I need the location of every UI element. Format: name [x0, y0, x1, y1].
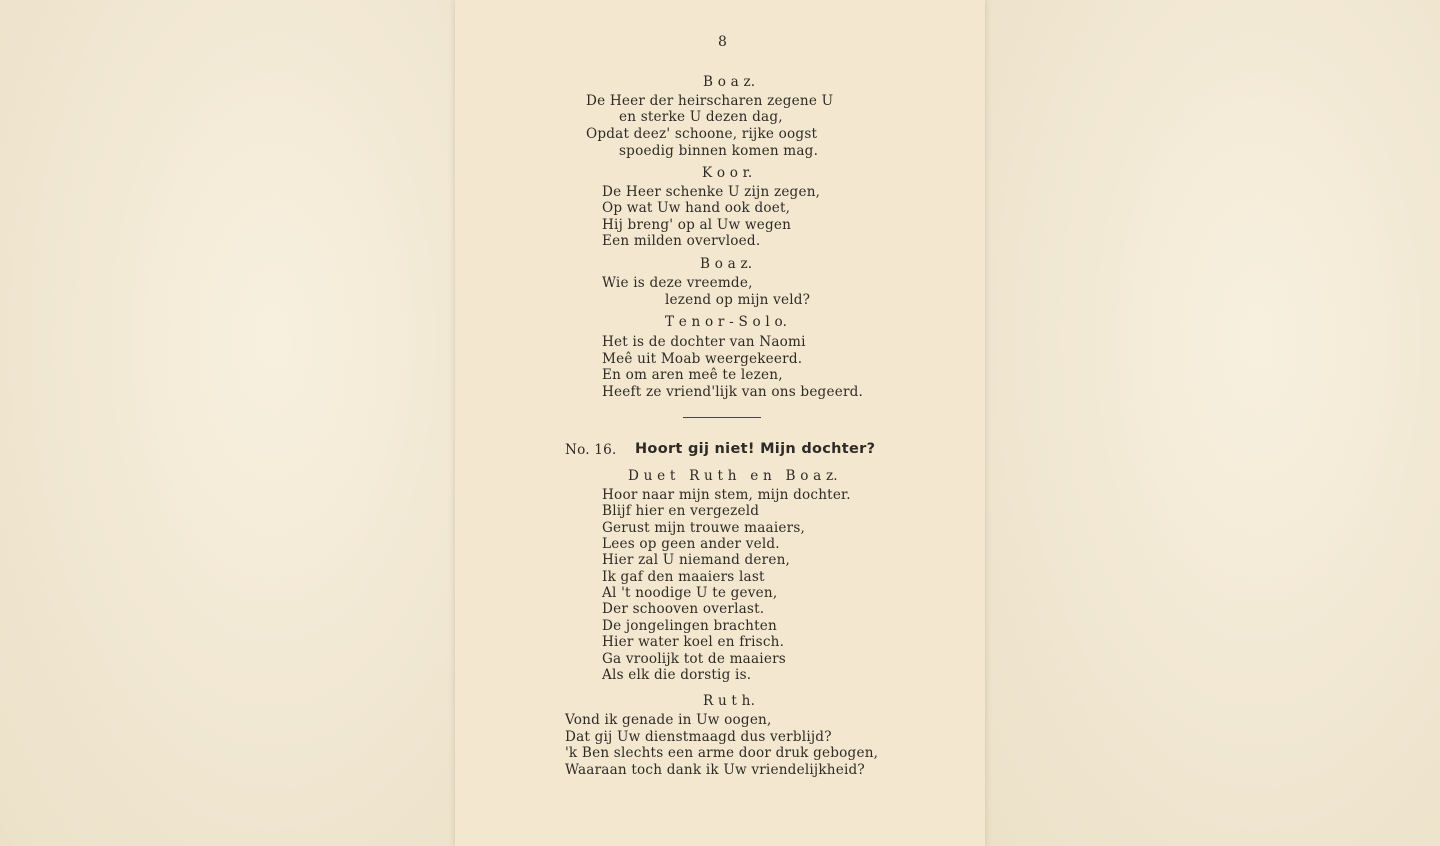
verse-line: Lees op geen ander veld.: [602, 536, 780, 552]
song-number: No. 16.: [565, 442, 617, 458]
verse-line: Wie is deze vreemde,: [602, 275, 753, 291]
verse-line: Een milden overvloed.: [602, 233, 761, 249]
page-number: 8: [718, 34, 728, 50]
speaker-heading-koor: K o o r.: [702, 165, 753, 181]
verse-line: Der schooven overlast.: [602, 601, 765, 617]
verse-line: Hoor naar mijn stem, mijn dochter.: [602, 487, 851, 503]
document-page: [455, 0, 985, 846]
verse-line: Vond ik genade in Uw oogen,: [565, 712, 772, 728]
verse-line: En om aren meê te lezen,: [602, 367, 783, 383]
verse-line: Gerust mijn trouwe maaiers,: [602, 520, 806, 536]
speaker-heading-tenor-solo: T e n o r - S o l o.: [665, 314, 788, 330]
verse-line: Hij breng' op al Uw wegen: [602, 217, 792, 233]
verse-line: Opdat deez' schoone, rijke oogst: [586, 126, 818, 142]
duet-subheading: D u e t R u t h e n B o a z.: [628, 468, 838, 484]
verse-line: Als elk die dorstig is.: [602, 667, 752, 683]
verse-line: Meê uit Moab weergekeerd.: [602, 351, 803, 367]
verse-line: Het is de dochter van Naomi: [602, 334, 806, 350]
verse-line: Blijf hier en vergezeld: [602, 503, 760, 519]
song-title: Hoort gij niet! Mijn dochter?: [635, 441, 876, 457]
verse-line: 'k Ben slechts een arme door druk gebogen,: [565, 745, 879, 761]
speaker-heading-boaz: B o a z.: [700, 256, 753, 272]
section-divider: [683, 417, 761, 418]
verse-line: Dat gij Uw dienstmaagd dus verblijd?: [565, 729, 832, 745]
verse-line: Al 't noodige U te geven,: [602, 585, 778, 601]
verse-line: Hier zal U niemand deren,: [602, 552, 791, 568]
speaker-heading-boaz: B o a z.: [703, 74, 756, 90]
blurred-background-left: [0, 0, 455, 846]
verse-line: Ga vroolijk tot de maaiers: [602, 651, 786, 667]
speaker-heading-ruth: R u t h.: [703, 693, 756, 709]
verse-line: De Heer schenke U zijn zegen,: [602, 184, 821, 200]
verse-line: Hier water koel en frisch.: [602, 634, 785, 650]
verse-line: lezend op mijn veld?: [665, 292, 811, 308]
verse-line: spoedig binnen komen mag.: [619, 143, 819, 159]
verse-line: Heeft ze vriend'lijk van ons begeerd.: [602, 384, 864, 400]
verse-line: De jongelingen brachten: [602, 618, 777, 634]
verse-line: Op wat Uw hand ook doet,: [602, 200, 791, 216]
blurred-background-right: [985, 0, 1440, 846]
verse-line: en sterke U dezen dag,: [619, 109, 783, 125]
verse-line: Ik gaf den maaiers last: [602, 569, 765, 585]
verse-line: Waaraan toch dank ik Uw vriendelijkheid?: [565, 762, 865, 778]
verse-line: De Heer der heirscharen zegene U: [586, 93, 834, 109]
